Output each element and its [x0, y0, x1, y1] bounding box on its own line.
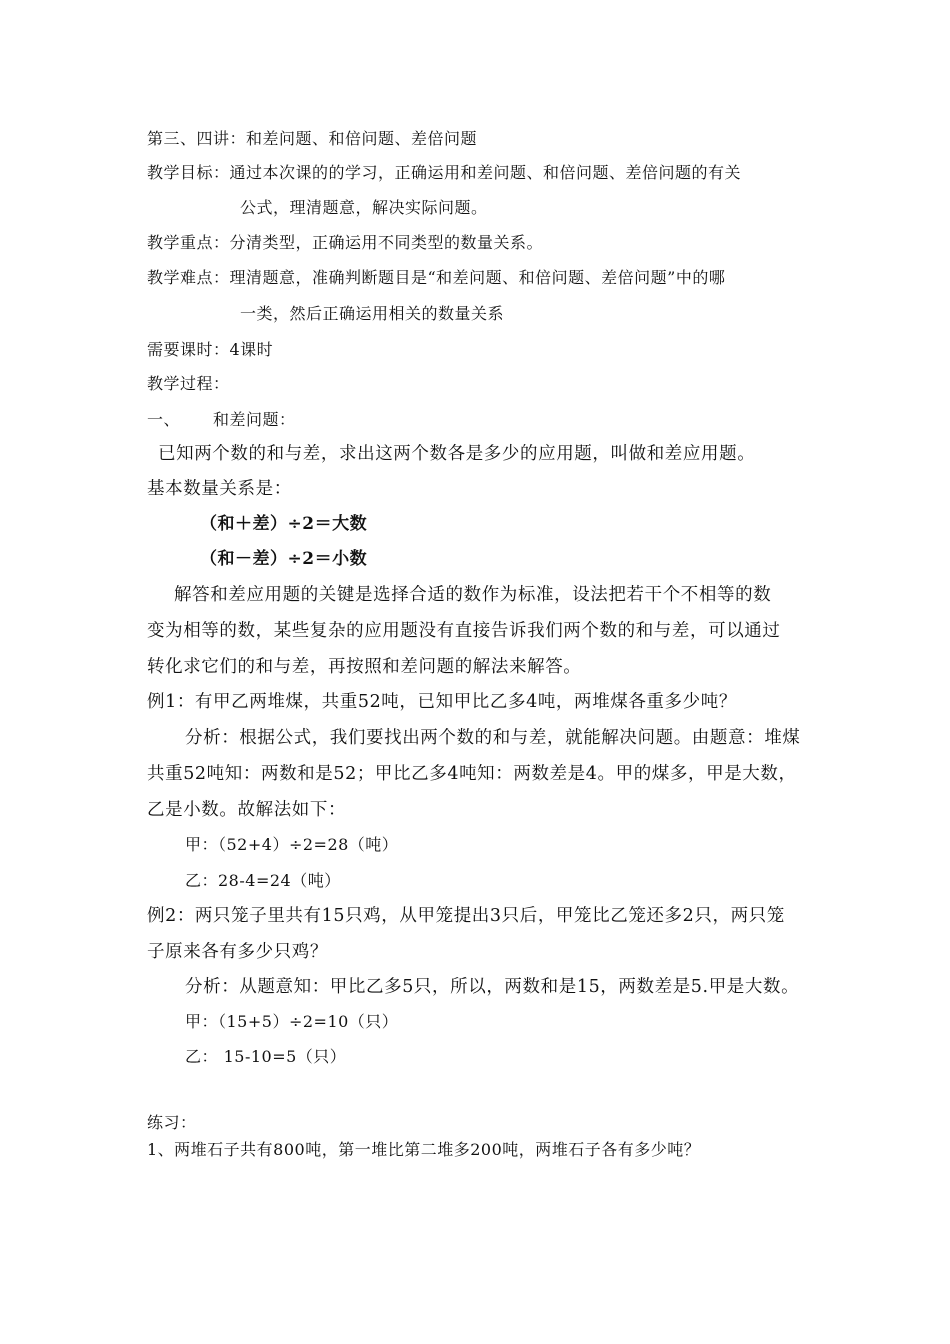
key-paragraph-line2: 变为相等的数，某些复杂的应用题没有直接告诉我们两个数的和与差，可以通过: [147, 621, 781, 641]
example2-question-line2: 子原来各有多少只鸡？: [147, 942, 328, 962]
example1-question: 例1：有甲乙两堆煤，共重52吨，已知甲比乙多4吨，两堆煤各重多少吨？: [147, 692, 737, 712]
example2-solution-yi: 乙： 15-10=5（只）: [185, 1047, 347, 1066]
practice-item: 1、两堆石子共有800吨，第一堆比第二堆多200吨，两堆石子各有多少吨？: [147, 1140, 701, 1159]
teaching-goals-line2: 公式，理清题意，解决实际问题。: [240, 198, 488, 217]
definition-text: 已知两个数的和与差，求出这两个数各是多少的应用题，叫做和差应用题。: [158, 444, 756, 464]
example1-solution-yi: 乙：28-4=24（吨）: [185, 871, 341, 890]
relation-label: 基本数量关系是：: [147, 479, 292, 499]
formula-small-number: （和－差）÷2＝小数: [200, 549, 368, 569]
example1-solution-jia: 甲：（52+4）÷2=28（吨）: [185, 835, 399, 854]
teaching-process: 教学过程：: [147, 374, 230, 393]
example2-analysis: 分析：从题意知：甲比乙多5只，所以，两数和是15，两数差是5.甲是大数。: [185, 977, 800, 997]
teaching-difficulty-line1: 教学难点：理清题意，准确判断题目是“和差问题、和倍问题、差倍问题”中的哪: [147, 268, 726, 287]
teaching-focus: 教学重点：分清类型，正确运用不同类型的数量关系。: [147, 233, 544, 252]
example1-analysis-line2: 共重52吨知：两数和是52；甲比乙多4吨知：两数差是4。甲的煤多，甲是大数，: [147, 764, 797, 784]
example1-analysis-line1: 分析：根据公式，我们要找出两个数的和与差，就能解决问题。由题意：堆煤: [185, 728, 801, 748]
example2-question-line1: 例2：两只笼子里共有15只鸡，从甲笼提出3只后，甲笼比乙笼还多2只，两只笼: [147, 906, 785, 926]
example1-analysis-line3: 乙是小数。故解法如下：: [147, 800, 347, 820]
practice-label: 练习：: [147, 1113, 197, 1132]
required-hours: 需要课时：4课时: [147, 340, 274, 359]
section-number: 一、: [147, 410, 181, 429]
example2-solution-jia: 甲：（15+5）÷2=10（只）: [185, 1012, 399, 1031]
teaching-difficulty-line2: 一类，然后正确运用相关的数量关系: [240, 304, 505, 323]
teaching-goals-line1: 教学目标：通过本次课的的学习，正确运用和差问题、和倍问题、差倍问题的有关: [147, 163, 742, 182]
section-title: 和差问题：: [213, 410, 296, 429]
lecture-title: 第三、四讲：和差问题、和倍问题、差倍问题: [147, 129, 478, 148]
key-paragraph-line3: 转化求它们的和与差，再按照和差问题的解法来解答。: [147, 657, 582, 677]
key-paragraph-line1: 解答和差应用题的关键是选择合适的数作为标准，设法把若干个不相等的数: [174, 585, 772, 605]
formula-big-number: （和＋差）÷2＝大数: [200, 514, 368, 534]
